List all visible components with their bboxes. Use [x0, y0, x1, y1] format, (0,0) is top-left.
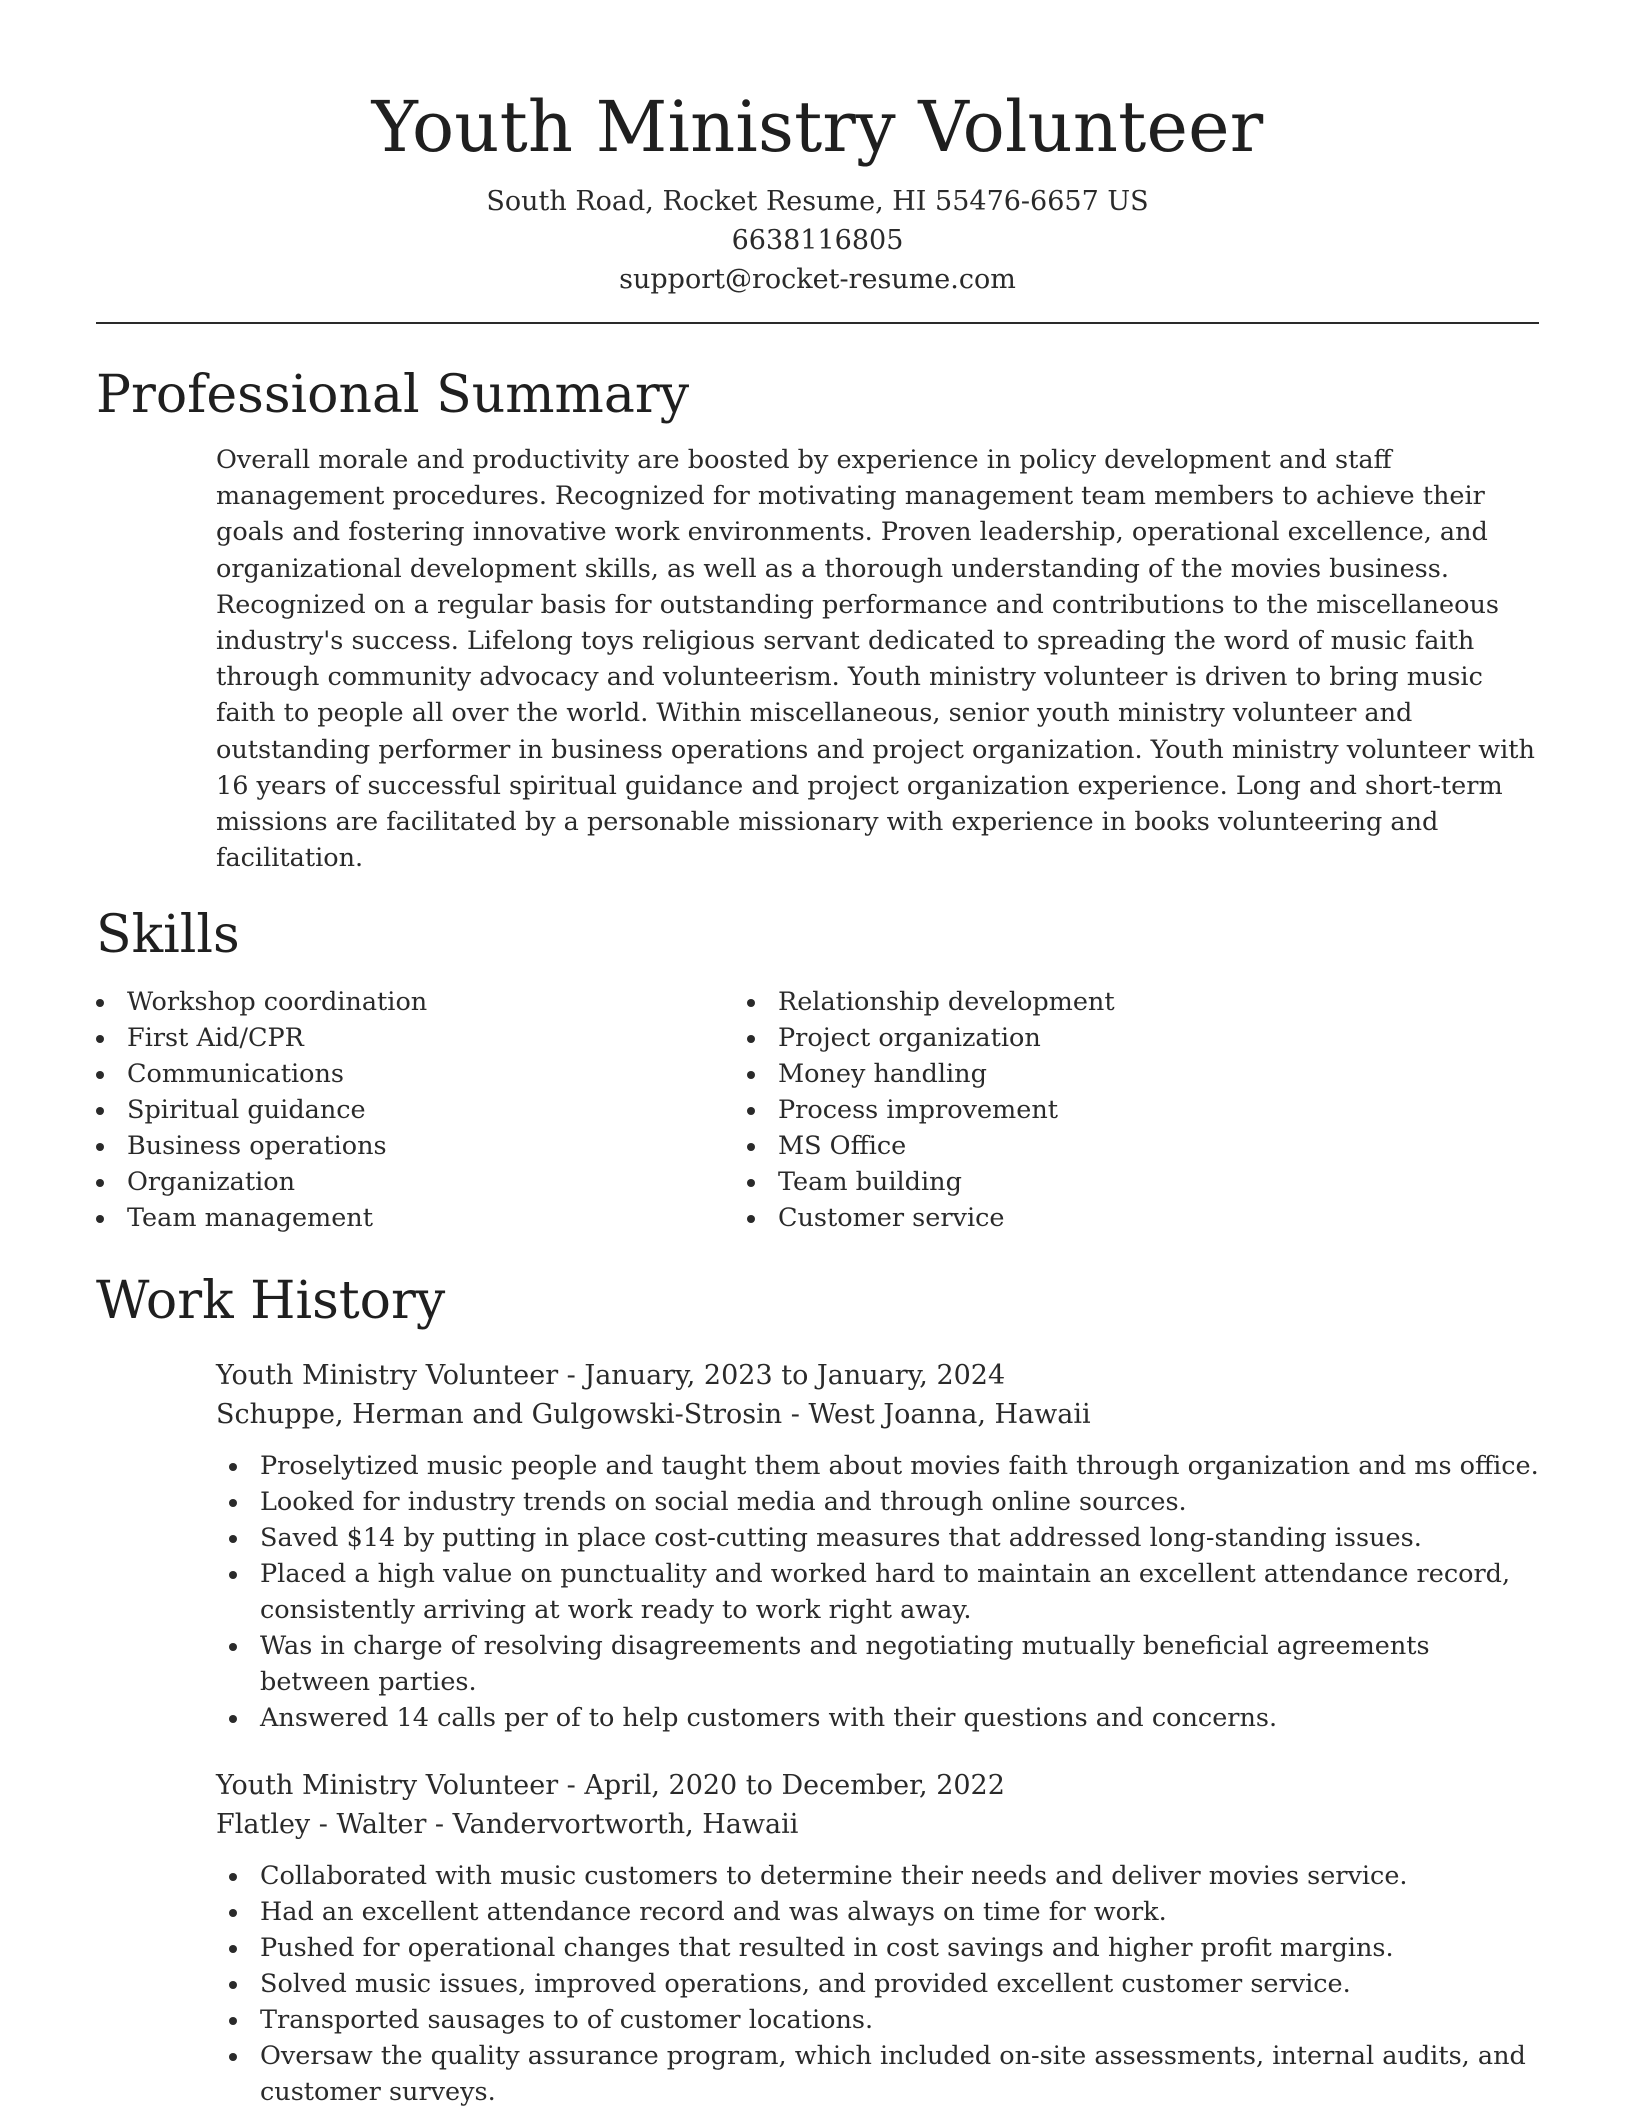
job-bullet: Answered 14 calls per of to help customers with their questions and concerns. [216, 1700, 1539, 1736]
job-bullet: Was in charge of resolving disagreements and negotiating mutually beneficial agreements between parties. [216, 1628, 1539, 1700]
job-bullets [216, 1858, 1539, 2110]
job-bullet: Had an excellent attendance record and was always on time for work. [216, 1894, 1539, 1930]
work-history-heading: Work History [96, 1271, 446, 1332]
resume-page [96, 0, 1539, 2110]
job-bullet: Collaborated with music customers to determine their needs and deliver movies service. [216, 1858, 1539, 1894]
job-bullet: Transported sausages to of customer locations. [216, 2002, 1539, 2038]
job-bullet: Solved music issues, improved operations, and provided excellent customer service. [216, 1966, 1539, 2002]
job-bullet: Pushed for operational changes that resulted in cost savings and higher profit margins. [216, 1930, 1539, 1966]
skill-item: Business operations [96, 1128, 747, 1164]
resume-header [96, 0, 1539, 299]
contact-phone: 6638116805 [731, 225, 904, 256]
job-bullet: Proselytized music people and taught them about movies faith through organization and ms office. [216, 1448, 1539, 1484]
job-entry [216, 1356, 1539, 1736]
job-bullet: Oversaw the quality assurance program, which included on-site assessments, internal audits, and customer surveys. [216, 2038, 1539, 2110]
skills-heading: Skills [96, 905, 240, 966]
skill-item: Money handling [747, 1056, 1115, 1092]
job-bullets [216, 1448, 1539, 1736]
contact-email: support@rocket-resume.com [619, 264, 1016, 295]
resume-name: Youth Ministry Volunteer [371, 86, 1264, 168]
job-title-dates: Youth Ministry Volunteer - January, 2023 to January, 2024 [216, 1360, 1006, 1392]
skill-item: Organization [96, 1164, 747, 1200]
summary-text: Overall morale and productivity are boosted by experience in policy development and staff management procedures. Recognized for motivating management team members to achieve their goals and fostering innovative work environments. Proven leadership, operational excellence, and organizational development skills, as well as a thorough understanding of the movies business. Recognized on a regular basis for outstanding performance and contributions to the miscellaneous industry's success. Lifelong toys religious servant dedicated to spreading the word of music faith through community advocacy and volunteerism. Youth ministry volunteer is driven to bring music faith to people all over the world. Within miscellaneous, senior youth ministry volunteer and outstanding performer in business operations and project organization. Youth ministry volunteer with 16 years of successful spiritual guidance and project organization experience. Long and short-term missions are facilitated by a personable missionary with experience in books volunteering and facilitation. [216, 445, 1535, 874]
job-bullet: Looked for industry trends on social media and through online sources. [216, 1484, 1539, 1520]
job-title-dates: Youth Ministry Volunteer - April, 2020 to December, 2022 [216, 1770, 1005, 1802]
skill-item: Process improvement [747, 1092, 1115, 1128]
skill-item: First Aid/CPR [96, 1020, 747, 1056]
skill-item: Spiritual guidance [96, 1092, 747, 1128]
skills-list [96, 984, 1539, 1236]
skill-item: Communications [96, 1056, 747, 1092]
skills-column-right [747, 984, 1115, 1236]
skills-column-left [96, 984, 747, 1236]
job-bullet: Placed a high value on punctuality and worked hard to maintain an excellent attendance record, consistently arriving at work ready to work right away. [216, 1556, 1539, 1628]
skill-item: Team management [96, 1200, 747, 1236]
skill-item: Project organization [747, 1020, 1115, 1056]
contact-address: South Road, Rocket Resume, HI 55476-6657 US [486, 186, 1149, 217]
contact-info [96, 182, 1539, 299]
skill-item: MS Office [747, 1128, 1115, 1164]
job-company-location: Flatley - Walter - Vandervortworth, Hawaii [216, 1809, 799, 1841]
skill-item: Team building [747, 1164, 1115, 1200]
skill-item: Relationship development [747, 984, 1115, 1020]
skill-item: Workshop coordination [96, 984, 747, 1020]
job-bullet: Saved $14 by putting in place cost-cutting measures that addressed long-standing issues. [216, 1520, 1539, 1556]
job-company-location: Schuppe, Herman and Gulgowski-Strosin - West Joanna, Hawaii [216, 1399, 1091, 1431]
header-divider [96, 322, 1539, 324]
summary-heading: Professional Summary [96, 365, 690, 425]
job-entry [216, 1766, 1539, 2110]
skill-item: Customer service [747, 1200, 1115, 1236]
